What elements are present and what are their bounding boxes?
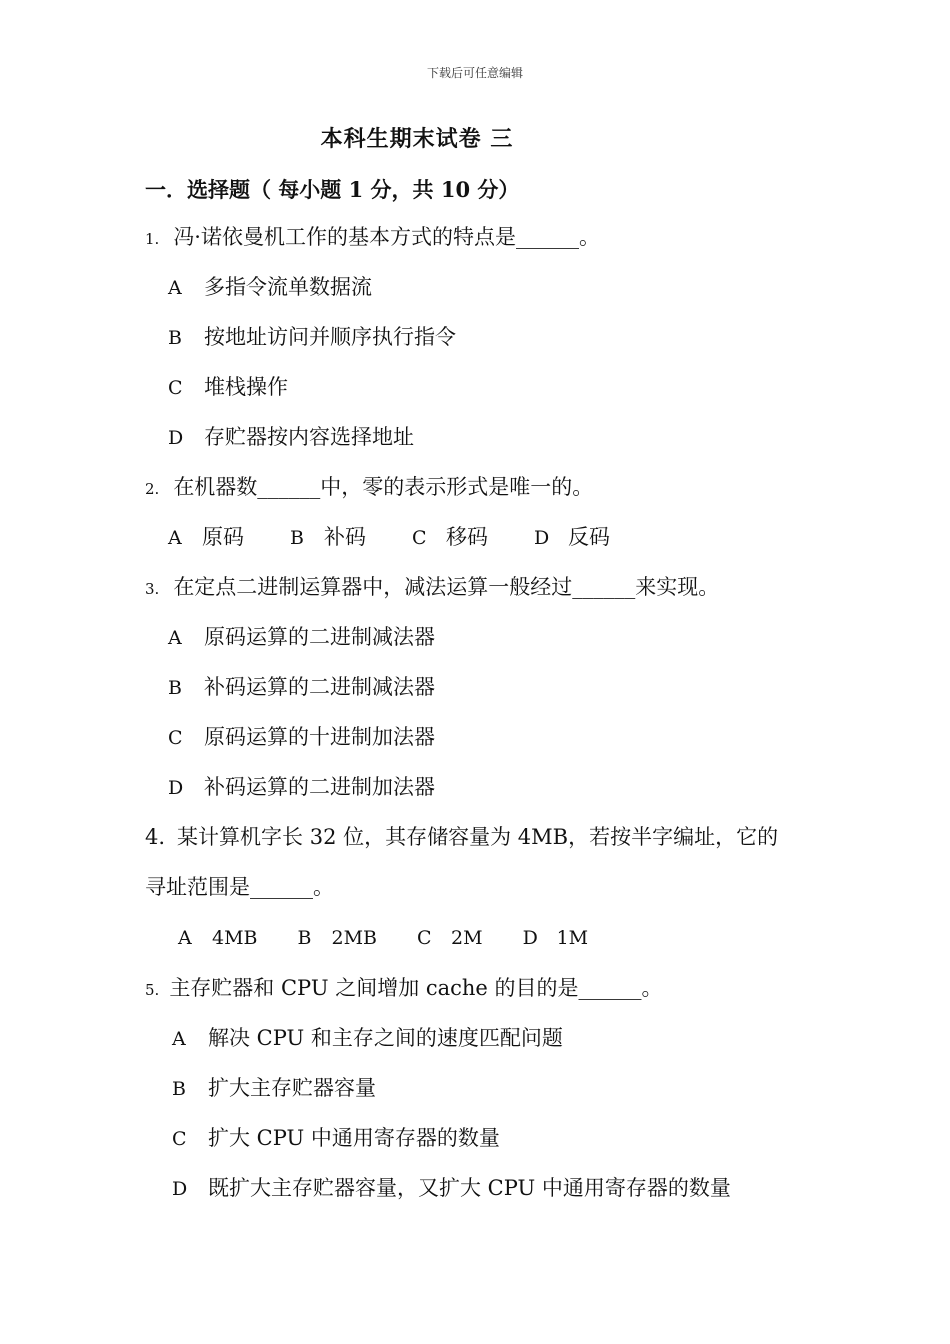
- option-text: 补码运算的二进制加法器: [204, 775, 435, 799]
- question-text: 主存贮器和 CPU 之间增加 cache 的目的是______。: [169, 976, 663, 1000]
- option-letter: D: [522, 927, 538, 949]
- option-letter: D: [172, 1178, 188, 1200]
- option-letter: A: [168, 277, 182, 299]
- question-4-option-b: [298, 923, 378, 953]
- option-letter: A: [168, 627, 182, 649]
- option-text: 2MB: [331, 927, 378, 949]
- question-2-option-b: [290, 522, 366, 553]
- question-2-option-a: [168, 522, 244, 553]
- option-letter: D: [168, 777, 184, 799]
- question-5-option-b: [172, 1073, 376, 1104]
- option-text: 反码: [568, 525, 610, 549]
- question-2-option-d: [534, 522, 610, 553]
- question-1: [145, 222, 600, 254]
- option-letter: D: [168, 427, 184, 449]
- option-letter: B: [297, 927, 312, 949]
- option-text: 多指令流单数据流: [204, 275, 372, 299]
- exam-title: 本科生期末试卷 三: [320, 126, 514, 152]
- question-1-option-c: [168, 372, 288, 403]
- option-text: 解决 CPU 和主存之间的速度匹配问题: [208, 1026, 563, 1050]
- header-note: 下载后可任意编辑: [426, 66, 523, 80]
- question-text: 某计算机字长 32 位，其存储容量为 4MB，若按半字编址，它的: [177, 825, 779, 849]
- option-text: 原码运算的十进制加法器: [204, 725, 435, 749]
- option-text: 4MB: [212, 927, 258, 949]
- question-2: [145, 472, 593, 504]
- question-5-option-c: [172, 1123, 500, 1154]
- option-letter: A: [168, 527, 182, 549]
- question-3-option-c: [168, 722, 435, 753]
- question-text: 在机器数______中，零的表示形式是唯一的。: [173, 475, 594, 499]
- question-1-option-a: [168, 272, 372, 303]
- option-letter: C: [168, 727, 183, 749]
- option-text: 1M: [556, 927, 589, 949]
- option-letter: B: [290, 527, 304, 549]
- option-text: 原码: [202, 525, 244, 549]
- question-number: 5.: [145, 981, 160, 999]
- option-letter: B: [168, 677, 182, 699]
- option-letter: C: [417, 927, 432, 949]
- option-letter: A: [172, 1028, 186, 1050]
- option-text: 扩大 CPU 中通用寄存器的数量: [208, 1126, 500, 1150]
- option-text: 原码运算的二进制减法器: [204, 625, 435, 649]
- option-letter: D: [534, 527, 550, 549]
- question-text: 冯·诺依曼机工作的基本方式的特点是______。: [173, 225, 600, 249]
- option-text: 2M: [451, 927, 483, 949]
- option-text: 堆栈操作: [204, 375, 288, 399]
- section-heading: 一．选择题（ 每小题 1 分，共 10 分）: [145, 177, 520, 202]
- question-3: [145, 572, 719, 604]
- question-4-options: [178, 923, 634, 953]
- option-text: 扩大主存贮器容量: [208, 1076, 376, 1100]
- question-3-option-b: [168, 672, 435, 703]
- question-text: 在定点二进制运算器中，减法运算一般经过______来实现。: [173, 575, 720, 599]
- question-3-option-d: [168, 772, 435, 803]
- question-4-option-c: [417, 923, 483, 953]
- question-1-option-b: [168, 322, 456, 353]
- option-text: 存贮器按内容选择地址: [204, 425, 414, 449]
- question-4-option-a: [178, 923, 258, 953]
- question-3-option-a: [168, 622, 435, 653]
- question-number: 4.: [145, 825, 166, 849]
- option-letter: C: [412, 527, 427, 549]
- option-text: 补码: [324, 525, 366, 549]
- question-text: 寻址范围是______。: [145, 875, 334, 899]
- option-letter: A: [178, 927, 192, 949]
- option-letter: B: [172, 1078, 186, 1100]
- question-5-option-d: [172, 1173, 731, 1204]
- question-5-option-a: [172, 1023, 563, 1054]
- question-4: [145, 822, 778, 852]
- option-text: 移码: [446, 525, 488, 549]
- question-number: 3.: [145, 580, 160, 598]
- option-text: 按地址访问并顺序执行指令: [204, 325, 456, 349]
- option-text: 补码运算的二进制减法器: [204, 675, 435, 699]
- question-5: [145, 973, 663, 1005]
- question-number: 2.: [145, 480, 160, 498]
- question-1-option-d: [168, 422, 414, 453]
- option-letter: B: [168, 327, 182, 349]
- question-4-option-d: [523, 923, 589, 953]
- question-2-options: [168, 522, 656, 553]
- option-letter: C: [172, 1128, 187, 1150]
- option-text: 既扩大主存贮器容量，又扩大 CPU 中通用寄存器的数量: [208, 1176, 731, 1200]
- question-number: 1.: [145, 230, 160, 248]
- question-2-option-c: [412, 522, 488, 553]
- question-4-continuation: [145, 872, 334, 902]
- option-letter: C: [168, 377, 183, 399]
